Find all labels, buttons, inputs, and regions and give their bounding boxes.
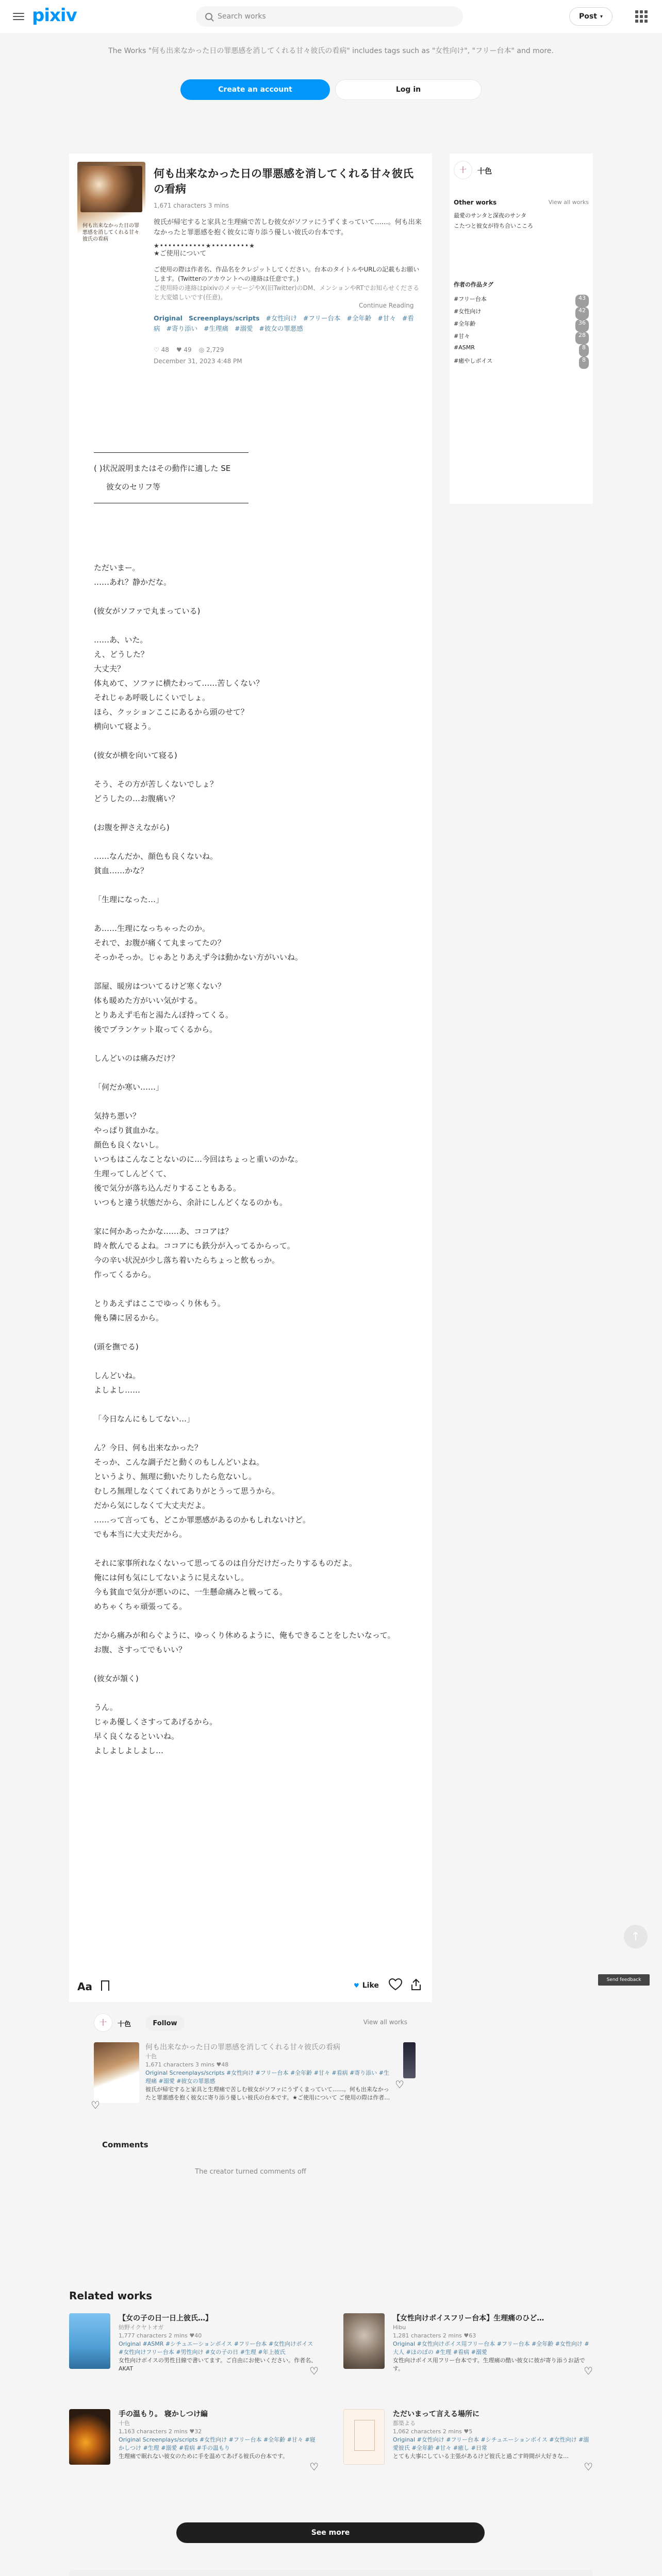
related-tags[interactable]: Original Screenplays/scripts #女性向け #フリー台本 #全年齢 #甘々 #寝かしつけ #生理 #溺愛 #看病 #手の温もり xyxy=(119,2436,316,2451)
related-title[interactable]: 【女の子の日一日上彼氏…】 xyxy=(119,2314,212,2323)
series-thumb[interactable] xyxy=(94,2042,139,2103)
cover-photo xyxy=(80,166,142,212)
related-author[interactable]: 都築よる xyxy=(393,2420,416,2427)
author-tag-row[interactable]: #ASMR 8 xyxy=(454,344,589,357)
author-tag-list xyxy=(454,295,589,369)
legend-rule-top xyxy=(94,452,249,453)
author-tag-row[interactable]: #全年齢 36 xyxy=(454,319,589,332)
related-thumb[interactable] xyxy=(69,2409,110,2465)
related-meta: 1,062 characters 2 mins ♥5 xyxy=(393,2428,473,2435)
like-button[interactable] xyxy=(354,1981,379,1990)
related-work-card[interactable] xyxy=(343,2409,593,2481)
heart-icon[interactable]: ♡ xyxy=(309,2461,319,2473)
related-title[interactable]: ただいまって言える場所に xyxy=(393,2410,479,2418)
usage-notes xyxy=(154,265,422,302)
novel-length-meta: 1,671 characters 3 mins xyxy=(154,202,229,209)
scroll-top-icon[interactable]: ↑ xyxy=(624,1925,648,1948)
series-item-info xyxy=(145,2042,393,2102)
series-item-meta: 1,671 characters 3 mins ♥48 xyxy=(145,2061,229,2068)
author-tag-row[interactable]: #甘々 28 xyxy=(454,332,589,344)
author-tags-heading: 作者の作品タグ xyxy=(454,281,493,288)
apps-grid-icon[interactable] xyxy=(635,10,648,23)
series-item-author[interactable]: 十色 xyxy=(145,2053,157,2060)
related-meta: 1,777 characters 2 mins ♥40 xyxy=(119,2332,202,2339)
author-tag-row[interactable]: #フリー台本 43 xyxy=(454,295,589,307)
related-thumb[interactable] xyxy=(69,2313,110,2369)
send-feedback-button[interactable]: Send feedback xyxy=(598,1974,650,1986)
comments-off-text: The creator turned comments off xyxy=(195,2168,306,2176)
series-item-desc: 彼氏が帰宅すると家具と生理痛で苦しむ彼女がソファにうずくまっていて……。何も出来なかったと罪悪感を抱く彼女に寄り添う優しい彼氏の台本です。★ご使用について ご使用の際は作者… xyxy=(145,2086,390,2101)
related-info xyxy=(393,2313,593,2373)
related-thumb[interactable] xyxy=(343,2409,385,2465)
related-desc: 生理痛で眠れない彼女のために手を温めてあげる彼氏の台本です。 xyxy=(119,2453,289,2460)
related-title[interactable]: 手の温もり。 寝かしつけ編 xyxy=(119,2410,208,2418)
tag-item[interactable]: #生理痛 xyxy=(203,325,228,332)
banner-text: The Works "何も出来なかった日の罪悪感を消してくれる甘々彼氏の看病" includes tags such as "女性向け", "フリー台本" and more. xyxy=(108,47,554,55)
author-name[interactable]: 十色 xyxy=(118,2021,131,2028)
heart-icon[interactable]: ♡ xyxy=(584,2365,593,2377)
novel-description: 彼氏が帰宅すると家具と生理痛で苦しむ彼女がソファにうずくまっていて……。何も出来なかったと罪悪感を抱く彼女に寄り添う優しい彼氏の台本です。 xyxy=(154,218,422,236)
author-tag-row[interactable]: #女性向け 42 xyxy=(454,307,589,319)
publish-date: December 31, 2023 4:48 PM xyxy=(154,358,242,365)
usage-notes-more: ご使用時の連絡はpixivのメッセージやX(旧Twitter)のDM、メンションやRTでお知らせくださると大変嬉しいです(任意)。 xyxy=(154,284,420,301)
related-work-card[interactable] xyxy=(69,2409,319,2481)
cover-title-text: 何も出来なかった日の罪悪感を消してくれる甘々彼氏の看病 xyxy=(82,223,139,242)
related-tags[interactable]: Original #女性向け #フリー台本 #シチュエーションボイス #女性向け #溺愛彼氏 #全年齢 #甘々 #癒し #日常 xyxy=(393,2436,589,2451)
related-info xyxy=(393,2409,593,2461)
related-tags[interactable]: Original #女性向けボイス用フリー台本 #フリー台本 #全年齢 #女性向け #大人 #ほのぼの #生理 #看病 #溺愛 xyxy=(393,2341,589,2355)
share-icon[interactable] xyxy=(410,1978,425,1993)
continue-reading-link[interactable]: Continue Reading xyxy=(359,302,414,309)
top-header xyxy=(0,0,662,33)
tag-item[interactable]: #全年齢 xyxy=(346,314,372,322)
novel-cover-image[interactable] xyxy=(77,162,145,259)
related-work-card[interactable] xyxy=(69,2313,319,2385)
related-info xyxy=(119,2409,319,2461)
reader-toolbar xyxy=(77,1977,424,1998)
series-heart-icon[interactable]: ♡ xyxy=(395,2078,404,2091)
related-meta: 1,163 characters 2 mins ♥32 xyxy=(119,2428,202,2435)
pixiv-logo[interactable]: pixiv xyxy=(32,5,77,26)
sidebar-work-2[interactable]: こたつと彼女が待ち合いこころ xyxy=(454,223,533,229)
related-works-title: Related works xyxy=(69,2290,153,2302)
series-next-thumb[interactable] xyxy=(403,2042,416,2078)
heart-icon[interactable]: ♡ xyxy=(584,2461,593,2473)
views-count: ◎ 2,729 xyxy=(198,346,224,353)
bookmarks-count: ♥ 49 xyxy=(176,346,192,353)
author-sidebar xyxy=(450,154,593,504)
usage-notes-heading: ★ご使用について xyxy=(154,250,207,258)
novel-body-text: ただいまー。 ……あれ？静かだな。 (彼女がソファで丸まっている) ……あ、いた。 え、どうした？ 大丈夫？ 体丸めて、ソファに横たわって……苦しくない？ それじゃあ呼吸しにくいでしょ。 ほら、クッションここにあるから頭のせて？ 横向いて寝よう。 (彼女が横を向いて寝る) そう、その方が苦しくないでしょ？ どうしたの…お腹痛い？ (お腹を押さえながら) ……なんだか、顔色も良くないね。 貧血……かな？ 「生理になった…」 あ……生理になっちゃったのか。 それで、お腹が痛くて丸まってたの？ そっかそっか。じゃあとりあえず今は動かない方がいいね。 部屋、暖房はついてるけど寒くない？ 体も暖めた方がいい気がする。 とりあえず毛布と湯たんぽ持ってくる。 後でブランケット取ってくるから。 しんどいのは痛みだけ？ 「何だか寒い……」 気持ち悪い？ やっぱり貧血かな。 顔色も良くないし。 いつもはこんなことないのに…今回はちょっと重いのかな。 生理ってしんどくて、 後で気分が落ち込んだりすることもある。 いつもと違う状態だから、余計にしんどくなるのかも。 家に何かあったかな……あ、ココアは？ 時々飲んでるよね。ココアにも鉄分が入ってるからって。 今の辛い状況が少し落ち着いたらちょっと飲もっか。 作ってくるから。 とりあえずはここでゆっくり休もう。 俺も隣に居るから。 (頭を撫でる) しんどいね。 よしよし…… 「今日なんにもしてない…」 ん？今日、何も出来なかった？ そっか、こんな調子だと動くのもしんどいよね。 というより、無理に動いたりしたら危ないし。 むしろ無理しなくてくれてありがとうって思うから。 だから気にしなくて大丈夫だよ。 ……って言っても、どこか罪悪感があるのかもしれないけど。 でも本当に大丈夫だから。 それに家事所れなくないって思ってるのは自分だけだったりするものだよ。 俺には何も気にしてないように見えないし。 今も貧血で気分が悪いのに、一生懸命痛みと戦ってる。 めちゃくちゃ頑張ってる。 だから痛みが和らぐように、ゆっくり休めるように、俺もできることをしたいなって。 お腹、さすってでもいい？ (彼女が頷く) うん。 じゃあ優しくさすってあげるから。 早く良くなるといいね。 よしよしよしよし… xyxy=(94,563,395,1755)
follow-button[interactable]: Follow xyxy=(145,2015,185,2031)
work-stats xyxy=(154,346,224,353)
avatar-initial: 十 xyxy=(100,2019,107,2027)
related-author[interactable]: Hibu xyxy=(393,2324,406,2331)
author-works-section xyxy=(91,2013,407,2132)
sidebar-work-1[interactable]: 最愛のサンタと深夜のサンタ xyxy=(454,212,527,219)
related-work-card[interactable] xyxy=(343,2313,593,2385)
related-info xyxy=(119,2313,319,2373)
tag-item[interactable]: #看病 xyxy=(154,314,414,332)
see-more-button[interactable]: See more xyxy=(176,2522,485,2543)
related-author[interactable]: 紡野イクヤトオガ xyxy=(119,2324,164,2331)
related-desc: 女性向けボイスの男性目線で書いてます。ご自由にお使いください。作者名、AKAT xyxy=(119,2357,317,2372)
tag-original[interactable]: Original xyxy=(154,314,183,322)
bookmark-icon[interactable] xyxy=(101,1980,109,1991)
view-all-works-link[interactable]: View all works xyxy=(363,2019,407,2026)
related-title[interactable]: 【女性向けボイスフリー台本】生理痛のひど… xyxy=(393,2314,544,2323)
login-button[interactable]: Log in xyxy=(335,79,482,100)
series-item-tags[interactable]: Original Screenplays/scripts #女性向け #フリー台本 #全年齢 #甘々 #看病 #寄り添い #生理痛 #溺愛 #彼女の罪悪感 xyxy=(145,2070,390,2084)
related-author[interactable]: 十色 xyxy=(119,2420,130,2427)
tag-item[interactable]: #溺愛 xyxy=(234,325,253,332)
novel-title: 何も出来なかった日の罪悪感を消してくれる甘々彼氏の看病 xyxy=(154,167,413,195)
sidebar-avatar-initial: 十 xyxy=(459,166,467,175)
tag-item[interactable]: #甘々 xyxy=(377,314,396,322)
legend-line-2: 彼女のセリフ等 xyxy=(106,482,161,492)
post-label: Post xyxy=(579,12,597,21)
other-works-heading: Other works xyxy=(454,199,497,206)
tag-item[interactable]: #フリー台本 xyxy=(303,314,341,322)
post-button[interactable] xyxy=(569,7,613,26)
search-placeholder: Search works xyxy=(218,12,266,21)
related-thumb[interactable] xyxy=(343,2313,385,2369)
usage-notes-text: ご使用の際は作者名、作品名をクレジットしてください。台本のタイトルやURLの記載もお願いします。(Twitterのアカウントへの連絡は任意です。) xyxy=(154,266,420,282)
search-icon xyxy=(205,13,212,20)
tag-item[interactable]: #彼女の罪悪感 xyxy=(259,325,303,332)
heart-icon[interactable] xyxy=(389,1978,403,1993)
search-input[interactable] xyxy=(196,6,463,27)
tag-item[interactable]: #寄り添い xyxy=(166,325,197,332)
create-account-button[interactable]: Create an account xyxy=(180,79,330,100)
related-meta: 1,281 characters 2 mins ♥63 xyxy=(393,2332,476,2339)
sensitive-notice xyxy=(69,2570,593,2576)
tag-screenplays[interactable]: Screenplays/scripts xyxy=(188,314,260,322)
related-desc: とても大事にしている主張があるけど彼氏と過ごす時間が大好きな… xyxy=(393,2453,569,2460)
sidebar-author-name[interactable]: 十色 xyxy=(477,167,492,176)
series-heart-icon-left[interactable]: ♡ xyxy=(91,2099,100,2111)
menu-icon[interactable] xyxy=(11,9,26,24)
sidebar-avatar[interactable] xyxy=(454,161,472,179)
tag-item[interactable]: #女性向け xyxy=(266,314,297,322)
thumb-frame xyxy=(354,2420,375,2451)
likes-count: ♡ 48 xyxy=(154,346,169,353)
font-settings-button[interactable]: Aa xyxy=(77,1980,92,1993)
chevron-down-icon: ▾ xyxy=(600,13,603,20)
series-item-title[interactable]: 何も出来なかった日の罪悪感を消してくれる甘々彼氏の看病 xyxy=(145,2043,340,2052)
tag-list xyxy=(154,313,422,334)
heart-icon[interactable]: ♡ xyxy=(309,2365,319,2377)
author-avatar[interactable] xyxy=(94,2013,112,2032)
sidebar-view-all-link[interactable]: View all works xyxy=(548,199,589,206)
divider-decoration: ★•••••••••••★•••••••••★ xyxy=(154,242,255,249)
legend-line-1: ( )状況説明またはその動作に適した SE xyxy=(94,464,231,473)
novel-main-card xyxy=(69,154,432,2176)
related-tags[interactable]: Original #ASMR #シチュエーションボイス #フリー台本 #女性向けボイス #女性向けフリー台本 #男性向け #女の子の日 #生理 #年上彼氏 xyxy=(119,2341,313,2355)
like-icon: ♥ xyxy=(354,1982,359,1989)
like-label: Like xyxy=(362,1981,379,1990)
comments-title: Comments xyxy=(102,2140,148,2149)
related-desc: 女性向けボイス用フリー台本です。生理痛の酷い彼女に彼が寄り添うお話です。 xyxy=(393,2357,585,2372)
author-tag-row[interactable]: #癒やしボイス 8 xyxy=(454,357,589,369)
